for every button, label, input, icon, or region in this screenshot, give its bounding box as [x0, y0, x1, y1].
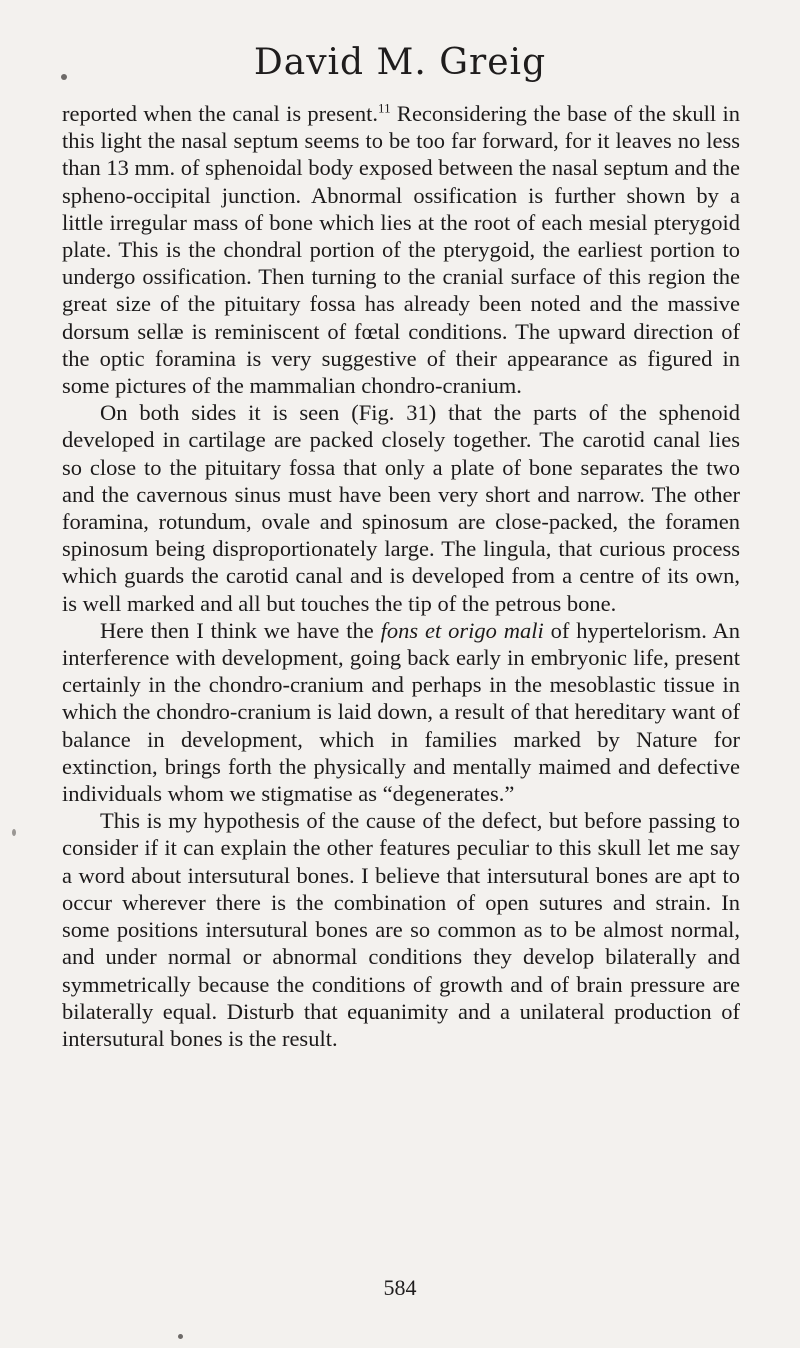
paragraph-3-continuation: of hypertelorism. An interference with development, going back early in embryonic life, present certainly in the chondro-cranium and perhaps in the mesoblastic tissue in which the chondro-cranium is laid down, a result of that hereditary want of balance in development, which in families marked by Nature for extinction, brings forth the physically and mentally maimed and defective individuals whom we stigmatise as “degenerates.” [62, 617, 740, 807]
paragraph-2: On both sides it is seen (Fig. 31) that the parts of the sphenoid developed in cartilage are packed closely together. The carotid canal lies so close to the pituitary fossa that only a plate of bone separates the two and the cavernous sinus must have been very short and narrow. The other foramina, rotundum, ovale and spinosum are close-packed, the foramen spinosum being disproportionately large. The lingula, that curious process which guards the carotid canal and is developed from a centre of its own, is well marked and all but touches the tip of the petrous bone. [62, 400, 740, 616]
paper-speck [178, 1334, 183, 1339]
paragraph-4: This is my hypothesis of the cause of the defect, but before passing to consider if it can explain the other features peculiar to this skull let me say a word about intersutural bones. I believe that intersutural bones are apt to occur wherever there is the combination of open sutures and strain. In some positions intersutural bones are so common as to be almost normal, and under normal or abnormal conditions they develop bilaterally and symmetrically because the conditions of growth and of brain pressure are bilaterally equal. Disturb that equanimity and a unilateral production of intersutural bones is the result. [62, 808, 740, 1051]
paragraph-1-continuation: Reconsidering the base of the skull in this light the nasal septum seems to be too far forward, for it leaves no less than 13 mm. of sphenoidal body exposed between the nasal septum and the spheno-occipital junction. Abnormal ossification is further shown by a little irregular mass of bone which lies at the root of each mesial pterygoid plate. This is the chondral portion of the pterygoid, the earliest portion to undergo ossification. Then turning to the cranial surface of this region the great size of the pituitary fossa has already been noted and the massive dorsum sellæ is reminiscent of fœtal conditions. The upward direction of the optic foramina is very suggestive of their appearance as figured in some pictures of the mammalian chondro-cranium. [62, 101, 741, 399]
paper-speck [12, 829, 16, 836]
footnote-reference: 11 [378, 100, 391, 116]
paragraph-1-text: reported when the canal is present. [62, 101, 379, 126]
page-number: 584 [383, 1275, 417, 1300]
paragraph-3-text: Here then I think we have the [100, 617, 381, 643]
latin-phrase: fons et origo mali [380, 617, 544, 643]
paragraph-3 [62, 617, 740, 807]
paragraph-1 [62, 100, 740, 399]
running-header: David M. Greig [253, 42, 547, 83]
body-text [62, 100, 740, 1052]
